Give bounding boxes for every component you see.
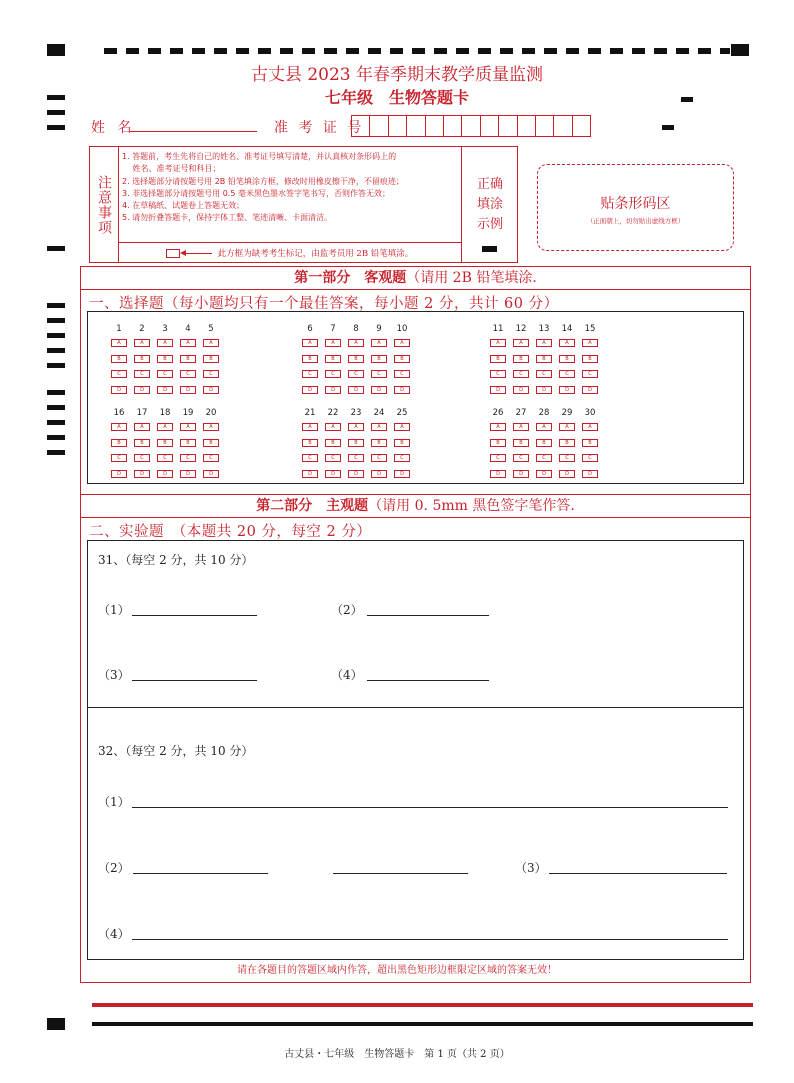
answer-bubble[interactable]: B [134, 439, 150, 447]
answer-bubble[interactable]: B [536, 439, 552, 447]
answer-bubble[interactable]: C [180, 370, 196, 378]
answer-bubble[interactable]: B [513, 355, 529, 363]
q32-label-4: （4） [98, 927, 130, 941]
barcode-area [537, 164, 734, 251]
answer-bubble[interactable]: C [302, 454, 318, 462]
answer-bubble[interactable]: D [325, 386, 341, 394]
question-number: 20 [205, 408, 217, 418]
answer-bubble[interactable]: A [536, 339, 552, 347]
notice-item: 4. 在草稿纸、试题卷上答题无效； [122, 201, 245, 211]
answer-bubble[interactable]: A [371, 339, 387, 347]
answer-bubble[interactable]: D [559, 386, 575, 394]
answer-bubble[interactable]: C [394, 370, 410, 378]
answer-bubble[interactable]: C [513, 454, 529, 462]
answer-bubble[interactable]: B [371, 439, 387, 447]
answer-bubble[interactable]: D [513, 470, 529, 478]
question-number: 8 [353, 324, 359, 334]
question-number: 11 [492, 324, 504, 334]
answer-bubble[interactable]: C [302, 370, 318, 378]
part1-heading-bold: 第一部分 客观题 [294, 270, 407, 286]
filled-sample-mark [482, 246, 497, 252]
question-number: 22 [327, 408, 339, 418]
answer-bubble[interactable]: A [536, 423, 552, 431]
answer-bubble[interactable]: B [559, 355, 575, 363]
answer-bubble[interactable]: A [111, 423, 127, 431]
answer-bubble[interactable]: C [203, 454, 219, 462]
fill-sample [461, 147, 518, 262]
answer-bubble[interactable]: A [582, 423, 598, 431]
answer-bubble[interactable]: C [513, 370, 529, 378]
notice-items [122, 151, 457, 225]
answer-bubble[interactable]: C [325, 454, 341, 462]
answer-bubble[interactable]: B [582, 439, 598, 447]
question-number: 10 [396, 324, 408, 334]
barcode-hint: （正面朝上，切勿贴出虚线方框） [586, 217, 685, 225]
answer-bubble[interactable]: B [371, 355, 387, 363]
answer-bubble[interactable]: A [513, 339, 529, 347]
part2-heading-rest: （请用 0. 5mm 黑色签字笔作答. [368, 498, 575, 514]
question-number: 5 [208, 324, 214, 334]
timing-mark [47, 303, 65, 308]
answer-bubble[interactable]: C [490, 454, 506, 462]
question-number: 28 [538, 408, 550, 418]
answer-bubble[interactable]: C [134, 454, 150, 462]
answer-bubble[interactable]: A [203, 423, 219, 431]
answer-bubble[interactable]: B [394, 439, 410, 447]
answer-bubble[interactable]: D [302, 386, 318, 394]
notice-item: 1. 答题前，考生先将自己的姓名、准考证号填写清楚，并认真核对条形码上的 [122, 152, 397, 161]
question-number: 29 [561, 408, 573, 418]
part1-heading [81, 267, 750, 290]
answer-bubble[interactable]: B [325, 439, 341, 447]
timing-mark [47, 405, 65, 410]
question-number: 4 [185, 324, 191, 334]
answer-bubble[interactable]: B [582, 355, 598, 363]
answer-bubble[interactable]: D [490, 470, 506, 478]
question-number: 3 [162, 324, 168, 334]
answer-bubble[interactable]: D [302, 470, 318, 478]
absent-mark-row [118, 242, 461, 263]
answer-bubble[interactable]: C [371, 370, 387, 378]
notice-item: 2. 选择题部分请按题号用 2B 铅笔填涂方框，修改时用橡皮擦干净，不留痕迹； [122, 176, 404, 186]
timing-mark [47, 125, 65, 130]
answer-bubble[interactable]: D [582, 386, 598, 394]
answer-bubble[interactable]: C [111, 370, 127, 378]
answer-bubble[interactable]: C [490, 370, 506, 378]
answer-bubble[interactable]: A [513, 423, 529, 431]
fill-sample-label: 填涂 [476, 197, 503, 212]
timing-mark [47, 420, 65, 425]
notice-item: 5. 请勿折叠答题卡，保持字体工整、笔迹清晰、卡面清洁。 [122, 213, 333, 223]
answer-bubble[interactable]: A [157, 339, 173, 347]
answer-bubble[interactable]: D [325, 470, 341, 478]
answer-bubble[interactable]: A [203, 339, 219, 347]
answer-bubble[interactable]: A [348, 423, 364, 431]
answer-bubble[interactable]: C [111, 454, 127, 462]
section1-title: 一、选择题（每小题均只有一个最佳答案，每小题 2 分，共计 60 分） [89, 296, 559, 312]
answer-bubble[interactable]: B [394, 355, 410, 363]
answer-bubble[interactable]: B [325, 355, 341, 363]
choice-grid [87, 311, 744, 484]
answer-bubble[interactable]: C [134, 370, 150, 378]
notice-item: 姓名、准考证号和科目； [122, 164, 221, 174]
timing-mark [47, 333, 65, 338]
page-subtitle: 七年级 生物答题卡 [324, 88, 469, 107]
answer-bubble[interactable]: D [513, 386, 529, 394]
question-number: 12 [515, 324, 527, 334]
answer-bubble[interactable]: A [490, 339, 506, 347]
absent-mark-box[interactable] [166, 249, 180, 258]
notice-panel [89, 146, 518, 263]
answer-bubble[interactable]: D [394, 386, 410, 394]
answer-bubble[interactable]: C [394, 454, 410, 462]
answer-bubble[interactable]: D [536, 470, 552, 478]
fill-sample-label: 示例 [476, 217, 503, 232]
question-number: 1 [116, 324, 122, 334]
corner-mark-top-right [731, 44, 749, 56]
answer-bubble[interactable]: D [157, 386, 173, 394]
answer-bubble[interactable]: C [559, 370, 575, 378]
answer-bubble[interactable]: C [582, 454, 598, 462]
question-number: 9 [376, 324, 382, 334]
answer-bubble[interactable]: C [371, 454, 387, 462]
answer-bubble[interactable]: D [134, 386, 150, 394]
answer-bubble[interactable]: A [348, 339, 364, 347]
question-number: 18 [159, 408, 171, 418]
timing-dash-row [104, 48, 730, 54]
timing-mark [47, 348, 65, 353]
q31-answer-4[interactable] [367, 665, 489, 681]
question-number: 30 [584, 408, 596, 418]
timing-mark [47, 363, 65, 368]
footer-red-bar [92, 1003, 753, 1007]
answer-bubble[interactable]: D [559, 470, 575, 478]
question-number: 25 [396, 408, 408, 418]
answer-bubble[interactable]: B [490, 439, 506, 447]
footer-black-bar [92, 1022, 753, 1026]
answer-bubble[interactable]: C [536, 454, 552, 462]
answer-bubble[interactable]: A [559, 423, 575, 431]
question-number: 26 [492, 408, 504, 418]
answer-bubble[interactable]: A [180, 339, 196, 347]
question-number: 21 [304, 408, 316, 418]
answer-bubble[interactable]: A [325, 339, 341, 347]
question-number: 7 [330, 324, 336, 334]
answer-bubble[interactable]: B [157, 355, 173, 363]
barcode-title: 贴条形码区 [600, 196, 671, 212]
answer-bubble[interactable]: D [111, 470, 127, 478]
timing-mark [662, 125, 674, 130]
q32-answer-2a[interactable] [133, 858, 268, 874]
question-divider [88, 707, 743, 708]
answer-bubble[interactable]: D [157, 470, 173, 478]
bottom-warning: 请在各题目的答题区域内作答，超出黑色矩形边框限定区域的答案无效！ [237, 965, 557, 976]
question-number: 27 [515, 408, 527, 418]
question-number: 2 [139, 324, 145, 334]
answer-bubble[interactable]: C [157, 454, 173, 462]
answer-bubble[interactable]: B [134, 355, 150, 363]
answer-bubble[interactable]: D [203, 386, 219, 394]
answer-bubble[interactable]: A [559, 339, 575, 347]
answer-bubble[interactable]: D [180, 386, 196, 394]
answer-bubble[interactable]: D [371, 470, 387, 478]
answer-bubble[interactable]: B [536, 355, 552, 363]
q32-answer-3[interactable] [549, 858, 727, 874]
answer-bubble[interactable]: B [559, 439, 575, 447]
name-label: 姓 名 [91, 120, 136, 136]
answer-bubble[interactable]: A [302, 339, 318, 347]
answer-bubble[interactable]: C [348, 370, 364, 378]
answer-bubble[interactable]: D [490, 386, 506, 394]
absent-mark-note: 此方框为缺考考生标记，由监考员用 2B 铅笔填涂。 [217, 249, 414, 259]
q31-answer-2[interactable] [367, 600, 489, 616]
answer-bubble[interactable]: A [394, 423, 410, 431]
q31-label-4: （4） [331, 668, 363, 682]
fill-sample-label: 正确 [476, 177, 503, 192]
answer-bubble[interactable]: A [134, 423, 150, 431]
timing-mark [47, 435, 65, 440]
page-footer: 古丈县・七年级 生物答题卡 第 1 页（共 2 页） [284, 1049, 510, 1060]
q31-answer-1[interactable] [132, 600, 257, 616]
answer-bubble[interactable]: B [348, 355, 364, 363]
question-number: 17 [136, 408, 148, 418]
q31-title: 31、（每空 2 分，共 10 分） [98, 553, 254, 567]
answer-bubble[interactable]: A [302, 423, 318, 431]
question-number: 14 [561, 324, 573, 334]
q32-title: 32、（每空 2 分，共 10 分） [98, 744, 254, 758]
answer-bubble[interactable]: B [348, 439, 364, 447]
answer-bubble[interactable]: D [582, 470, 598, 478]
answer-bubble[interactable]: C [203, 370, 219, 378]
section2-title: 二、实验题 （本题共 20 分，每空 2 分） [89, 524, 372, 540]
q32-label-2: （2） [98, 861, 130, 875]
answer-bubble[interactable]: D [180, 470, 196, 478]
timing-mark [47, 450, 65, 455]
answer-bubble[interactable]: D [371, 386, 387, 394]
answer-bubble[interactable]: C [325, 370, 341, 378]
answer-bubble[interactable]: A [325, 423, 341, 431]
part1-heading-rest: （请用 2B 铅笔填涂. [406, 270, 537, 286]
arrow-left-icon [182, 253, 212, 254]
q32-label-1: （1） [98, 795, 130, 809]
answer-bubble[interactable]: B [203, 355, 219, 363]
answer-bubble[interactable]: D [203, 470, 219, 478]
page-title: 古丈县 2023 年春季期末教学质量监测 [250, 65, 544, 85]
answer-bubble[interactable]: C [348, 454, 364, 462]
question-number: 13 [538, 324, 550, 334]
name-field[interactable] [130, 116, 257, 132]
answer-bubble[interactable]: A [582, 339, 598, 347]
question-number: 6 [307, 324, 313, 334]
answer-bubble[interactable]: D [536, 386, 552, 394]
answer-bubble[interactable]: B [490, 355, 506, 363]
answer-bubble[interactable]: A [134, 339, 150, 347]
answer-bubble[interactable]: C [582, 370, 598, 378]
question-number: 24 [373, 408, 385, 418]
part2-heading [81, 494, 750, 518]
timing-mark [47, 318, 65, 323]
notice-title: 注意事项 [90, 147, 119, 262]
timing-mark [47, 246, 65, 251]
answer-bubble[interactable]: B [111, 355, 127, 363]
answer-bubble[interactable]: A [157, 423, 173, 431]
part2-heading-bold: 第二部分 主观题 [256, 498, 369, 514]
answer-bubble[interactable]: D [348, 470, 364, 478]
q31-label-3: （3） [98, 668, 130, 682]
answer-bubble[interactable]: A [371, 423, 387, 431]
question-number: 23 [350, 408, 362, 418]
answer-bubble[interactable]: A [180, 423, 196, 431]
answer-bubble[interactable]: C [180, 454, 196, 462]
answer-bubble[interactable]: D [111, 386, 127, 394]
exam-number-label: 准 考 证 号 [274, 120, 365, 136]
question-number: 19 [182, 408, 194, 418]
exam-number-boxes[interactable] [351, 115, 591, 137]
timing-mark [47, 390, 65, 395]
answer-bubble[interactable]: D [394, 470, 410, 478]
answer-bubble[interactable]: C [536, 370, 552, 378]
answer-bubble[interactable]: D [134, 470, 150, 478]
answer-bubble[interactable]: B [203, 439, 219, 447]
answer-bubble[interactable]: B [157, 439, 173, 447]
q31-answer-3[interactable] [132, 665, 257, 681]
q31-label-1: （1） [98, 603, 130, 617]
answer-bubble[interactable]: B [111, 439, 127, 447]
answer-bubble[interactable]: C [157, 370, 173, 378]
answer-bubble[interactable]: B [302, 355, 318, 363]
notice-item: 3. 非选择题部分请按题号用 0.5 毫米黑色墨水签字笔书写，否则作答无效； [122, 188, 390, 198]
corner-mark-bottom-left [47, 1018, 65, 1030]
answer-bubble[interactable]: A [490, 423, 506, 431]
question-number: 15 [584, 324, 596, 334]
answer-bubble[interactable]: A [111, 339, 127, 347]
answer-bubble[interactable]: A [394, 339, 410, 347]
q32-answer-4[interactable] [132, 924, 728, 940]
q32-answer-1[interactable] [132, 792, 728, 808]
question-number: 16 [113, 408, 125, 418]
experiment-answer-box [87, 540, 744, 960]
q31-label-2: （2） [331, 603, 363, 617]
answer-bubble[interactable]: B [180, 439, 196, 447]
answer-bubble[interactable]: B [302, 439, 318, 447]
corner-mark-top-left [47, 44, 65, 56]
answer-bubble[interactable]: B [513, 439, 529, 447]
q32-answer-2b[interactable] [333, 858, 468, 874]
q32-label-3: （3） [515, 861, 547, 875]
answer-bubble[interactable]: D [348, 386, 364, 394]
answer-bubble[interactable]: B [180, 355, 196, 363]
answer-bubble[interactable]: C [559, 454, 575, 462]
timing-mark [47, 110, 65, 115]
